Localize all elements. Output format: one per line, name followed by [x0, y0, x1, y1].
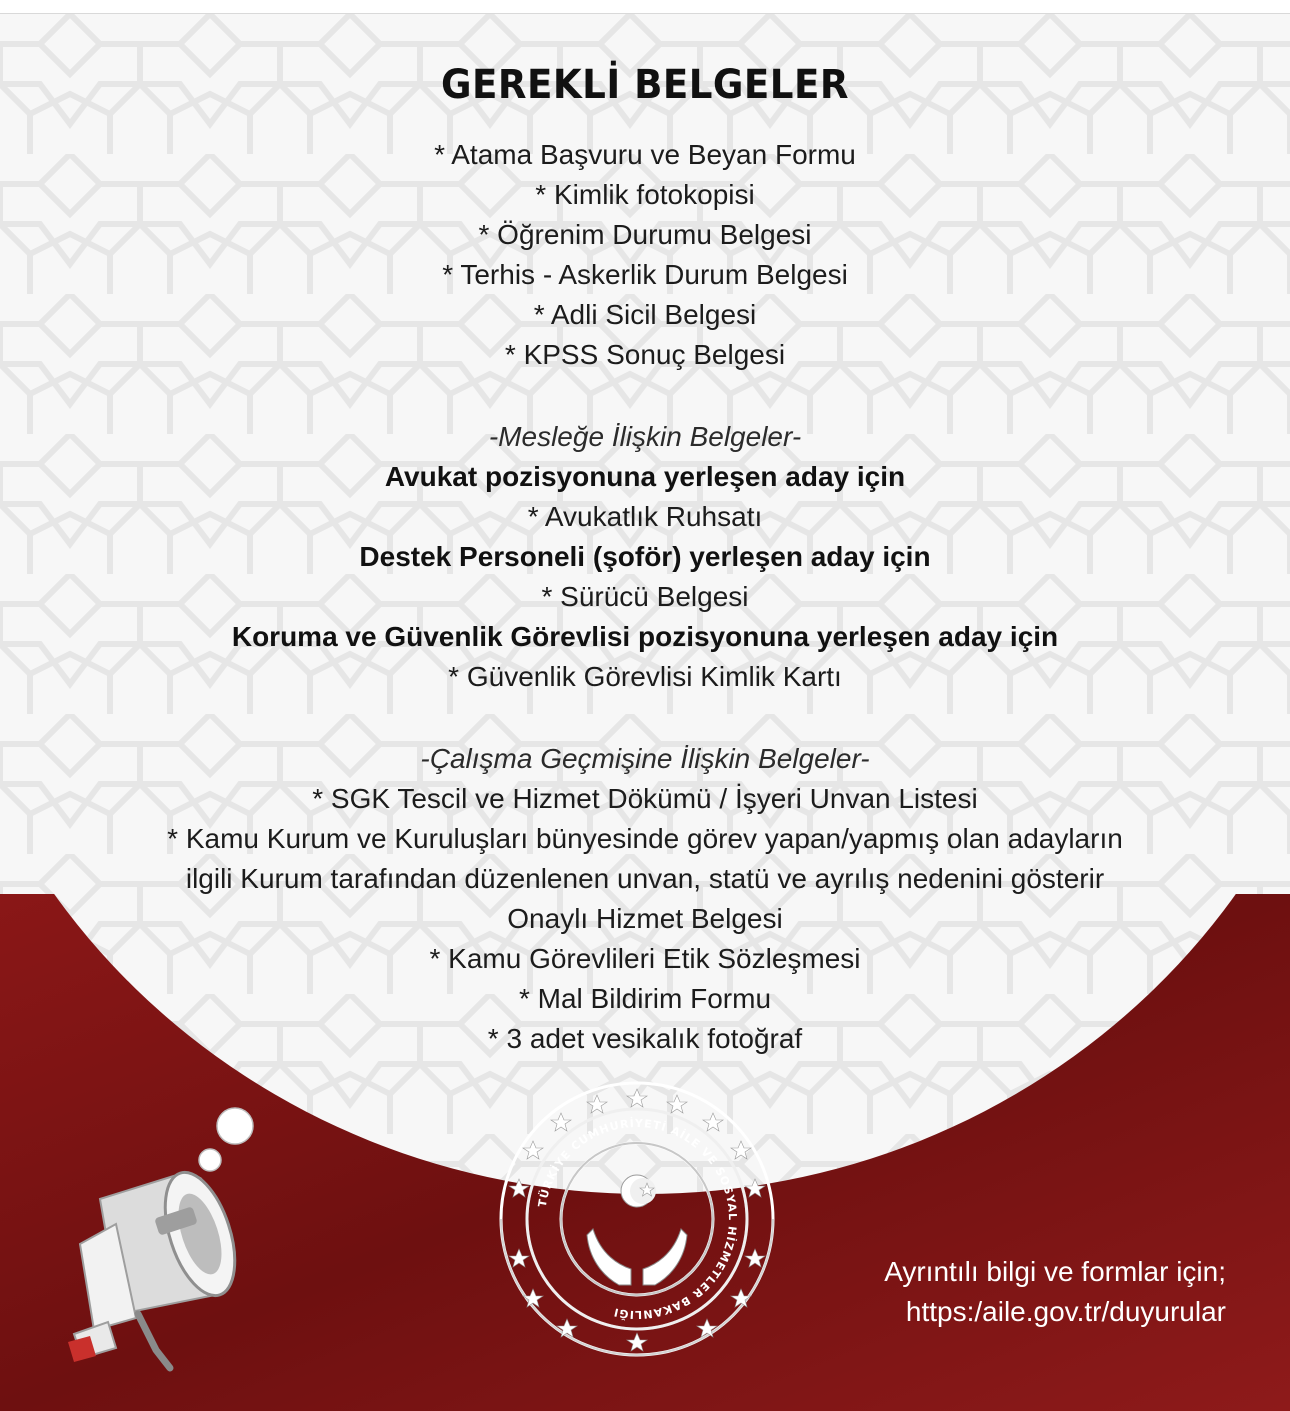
doc-item: * Kimlik fotokopisi	[535, 179, 755, 210]
doc-item: * Sürücü Belgesi	[541, 581, 749, 612]
doc-item: * Adli Sicil Belgesi	[533, 299, 757, 330]
svg-text:TÜRKİYE CUMHURİYETİ AİLE VE SO	[536, 1116, 739, 1321]
ministry-seal	[497, 1079, 777, 1359]
doc-item: ilgili Kurum tarafından düzenlenen unvan, statü ve ayrılış nedenini gösterir	[185, 863, 1105, 894]
footer-info	[884, 1252, 1226, 1332]
footer-link-url[interactable]: https:/aile.gov.tr/duyurular	[905, 1296, 1226, 1327]
doc-item: * Atama Başvuru ve Beyan Formu	[434, 139, 856, 170]
doc-item: * Güvenlik Görevlisi Kimlik Kartı	[448, 661, 842, 692]
doc-item: * KPSS Sonuç Belgesi	[504, 339, 786, 370]
doc-item: * Avukatlık Ruhsatı	[527, 501, 763, 532]
doc-item: Onaylı Hizmet Belgesi	[507, 903, 783, 934]
section-heading-work: -Çalışma Geçmişine İlişkin Belgeler-	[420, 743, 870, 774]
group-label: Koruma ve Güvenlik Görevlisi pozisyonuna yerleşen aday için	[231, 621, 1059, 652]
megaphone-icon	[60, 1104, 320, 1404]
doc-item: * Öğrenim Durumu Belgesi	[478, 219, 812, 250]
announcement-poster	[0, 14, 1290, 1411]
hands-icon	[587, 1229, 687, 1285]
doc-item: * Mal Bildirim Formu	[518, 983, 772, 1014]
doc-item: * Terhis - Askerlik Durum Belgesi	[442, 259, 848, 290]
doc-item: * Kamu Kurum ve Kuruluşları bünyesinde görev yapan/yapmış olan adayların	[167, 823, 1123, 854]
crescent-star-icon	[621, 1175, 656, 1207]
footer-line-info: Ayrıntılı bilgi ve formlar için;	[884, 1256, 1226, 1287]
doc-item: * Kamu Görevlileri Etik Sözleşmesi	[429, 943, 861, 974]
group-label: Avukat pozisyonuna yerleşen aday için	[384, 461, 906, 492]
section-heading-profession: -Mesleğe İlişkin Belgeler-	[488, 421, 802, 452]
seal-text: TÜRKİYE CUMHURİYETİ AİLE VE SOSYAL HİZMETLER BAKANLIĞI	[535, 1116, 740, 1322]
group-label: Destek Personeli (şoför) yerleşen aday için	[359, 541, 931, 572]
doc-item: * 3 adet vesikalık fotoğraf	[487, 1023, 803, 1054]
page-title: GEREKLİ BELGELER	[441, 62, 849, 108]
doc-item: * SGK Tescil ve Hizmet Dökümü / İşyeri Unvan Listesi	[312, 783, 978, 814]
